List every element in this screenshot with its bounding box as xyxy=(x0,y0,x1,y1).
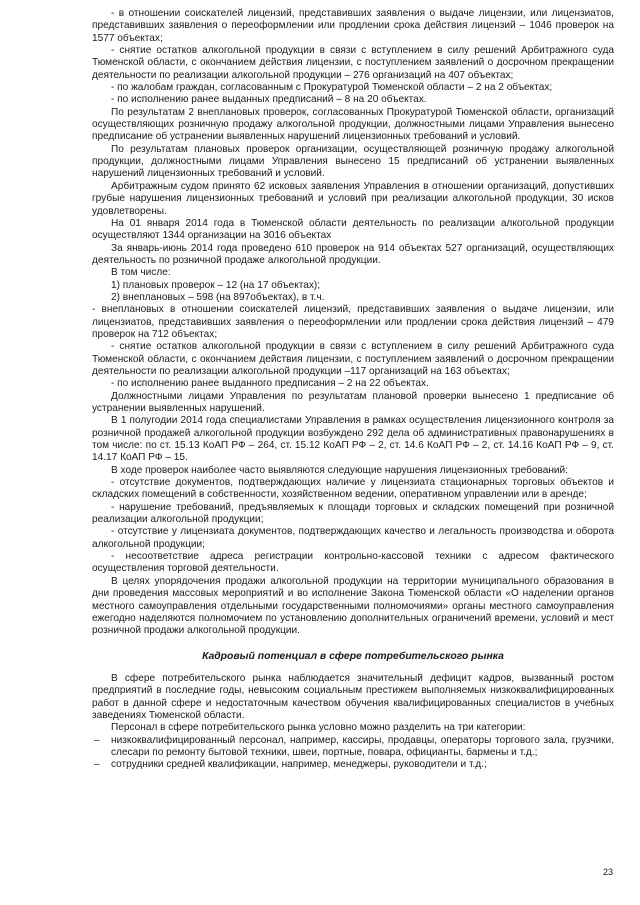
section-heading: Кадровый потенциал в сфере потребительского рынка xyxy=(202,650,504,662)
paragraph: - отсутствие у лицензиата документов, подтверждающих качество и легальность производства и оборота алкогольной продукции; xyxy=(92,526,614,550)
dash-marker: – xyxy=(94,759,100,771)
paragraph: В том числе: xyxy=(111,267,171,279)
paragraph: - внеплановых в отношении соискателей лицензий, представивших заявления о выдаче лицензии, или лицензиатов, представивших заявления о переоформлении или продлении срока действия лицензий – 479 проверок на 712 объектах; xyxy=(92,304,614,340)
paragraph: Арбитражным судом принято 62 исковых заявления Управления в отношении организаций, допустивших грубые нарушения лицензионных требований и условий при реализации алкогольной продукции, 30 исков удовлетворены. xyxy=(92,180,614,217)
page-number: 23 xyxy=(603,867,614,877)
list-item-text: низкоквалифицированный персонал, например, кассиры, продавцы, операторы торгового зала, грузчики, слесари по ремонту бытовой техники, швеи, портные, повара, официанты, бармены и т.д.; xyxy=(111,734,614,758)
paragraph: Должностными лицами Управления по результатам плановой проверки вынесено 1 предписание об устранении выявленных нарушений. xyxy=(92,390,614,414)
list-item xyxy=(92,759,614,771)
paragraph: - по исполнению ранее выданного предписания – 2 на 22 объектах. xyxy=(111,378,429,390)
paragraph: 2) внеплановых – 598 (на 897объектах), в т.ч. xyxy=(111,291,325,303)
paragraph: В сфере потребительского рынка наблюдается значительный дефицит кадров, вызванный ростом предприятий в последние годы, невысоким социальным престижем выполняемых низкоквалифицированных работ в данной сфере и недостаточным качеством обучения квалифицированных специалистов в учебных заведениях Тюменской области. xyxy=(92,672,614,721)
paragraph: На 01 января 2014 года в Тюменской области деятельность по реализации алкогольной продукции осуществляют 1344 организации на 3016 объектах xyxy=(92,217,614,242)
list-item xyxy=(92,735,614,760)
paragraph: - по исполнению ранее выданных предписаний – 8 на 20 объектах. xyxy=(111,94,427,106)
paragraph: В целях упорядочения продажи алкогольной продукции на территории муниципального образования в дни проведения массовых мероприятий и во исполнение Закона Тюменской области «О наделении органов местного самоуправления отдельными государственными полномочиями» органы местного самоуправления ежегодно наделяются полномочием по установлению дополнительных ограничений времени, условий и мест розничной продажи алкогольной продукции. xyxy=(92,575,614,637)
paragraph: - снятие остатков алкогольной продукции в связи с вступлением в силу решений Арбитражного суда Тюменской области, с окончанием действия лицензии, с поступлением заявлений о досрочном прекращении деятельности по реализации алкогольной продукции –117 организаций на 163 объектах; xyxy=(92,341,614,377)
paragraph: За январь-июнь 2014 года проведено 610 проверок на 914 объектах 527 организаций, осуществляющих деятельность по розничной продаже алкогольной продукции. xyxy=(92,242,614,266)
paragraph: - в отношении соискателей лицензий, представивших заявления о выдаче лицензии, или лицензиатов, представивших заявления о переоформлении или продлении срока действия лицензий – 1046 проверок на 1577 объектах; xyxy=(92,8,614,44)
paragraph: По результатам плановых проверок организации, осуществляющей розничную продажу алкогольной продукции, должностными лицами Управления вынесено 15 предписаний об устранении выявленных нарушений лицензионных требований и условий. xyxy=(92,143,614,180)
paragraph: - по жалобам граждан, согласованным с Прокуратурой Тюменской области – 2 на 2 объектах; xyxy=(111,82,553,94)
paragraph: - нарушение требований, предъявляемых к площади торговых и складских помещений при розничной реализации алкогольной продукции; xyxy=(92,501,614,526)
paragraph: По результатам 2 внеплановых проверок, согласованных Прокуратурой Тюменской области, организаций осуществляющих розничную продажу алкогольной продукции, должностными лицами Управления вынесено предписание об устранении выявленных нарушений лицензионных требований и условий. xyxy=(92,106,614,143)
paragraph: - отсутствие документов, подтверждающих наличие у лицензиата стационарных торговых объектов и складских помещений в собственности, хозяйственном ведении, оперативном управлении или в аренде; xyxy=(92,477,614,501)
paragraph: В ходе проверок наиболее часто выявляются следующие нарушения лицензионных требований: xyxy=(111,464,568,476)
paragraph: - несоответствие адреса регистрации контрольно-кассовой техники с адресом фактического осуществления торговой деятельности. xyxy=(92,551,614,575)
paragraph: Персонал в сфере потребительского рынка условно можно разделить на три категории: xyxy=(111,722,526,734)
document-body xyxy=(92,8,614,772)
dash-marker: – xyxy=(94,734,100,746)
list-item-text: сотрудники средней квалификации, например, менеджеры, руководители и т.д.; xyxy=(111,759,487,771)
paragraph: - снятие остатков алкогольной продукции в связи с вступлением в силу решений Арбитражного суда Тюменской области, с окончанием действия лицензии, с поступлением заявлений о досрочном прекращении деятельности по реализации алкогольной продукции – 276 организаций на 407 объектах; xyxy=(92,45,614,81)
paragraph: В 1 полугодии 2014 года специалистами Управления в рамках осуществления лицензионного контроля за розничной продажей алкогольной продукции возбуждено 292 дела об административных правонарушениях в том числе: по ст. 15.13 КоАП РФ – 264, ст. 15.12 КоАП РФ – 2, ст. 14.6 КоАП РФ – 2, ст. 14.16 КоАП РФ – 9, ст. 14.17 КоАП РФ – 15. xyxy=(92,415,614,464)
paragraph: 1) плановых проверок – 12 (на 17 объектах); xyxy=(111,279,321,291)
